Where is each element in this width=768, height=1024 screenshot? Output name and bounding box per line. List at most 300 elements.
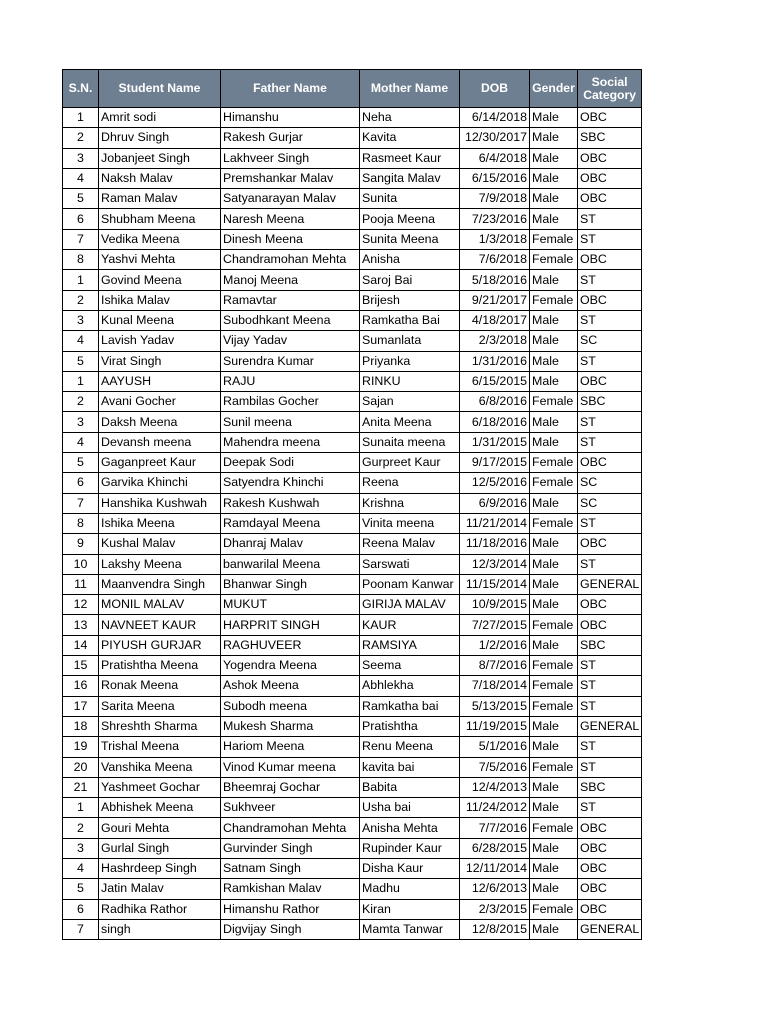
table-row: [63, 148, 642, 168]
table-header: [63, 70, 642, 108]
sn-cell: 2: [63, 818, 99, 838]
table-row: [63, 432, 642, 452]
social-category-cell: ST: [578, 229, 642, 249]
father-name-cell: Mahendra meena: [221, 432, 360, 452]
mother-name-cell: KAUR: [360, 615, 460, 635]
student-name-cell: Dhruv Singh: [99, 128, 221, 148]
mother-name-cell: Saroj Bai: [360, 270, 460, 290]
dob-cell: 7/6/2018: [460, 250, 530, 270]
sn-cell: 21: [63, 777, 99, 797]
student-name-cell: Trishal Meena: [99, 737, 221, 757]
table-row: [63, 250, 642, 270]
table-row: [63, 412, 642, 432]
sn-cell: 8: [63, 513, 99, 533]
mother-name-cell: Kavita: [360, 128, 460, 148]
header-student-name: Student Name: [99, 70, 221, 108]
mother-name-cell: Sunita Meena: [360, 229, 460, 249]
student-name-cell: Maanvendra Singh: [99, 574, 221, 594]
social-category-cell: OBC: [578, 108, 642, 128]
social-category-cell: ST: [578, 798, 642, 818]
social-category-cell: ST: [578, 757, 642, 777]
father-name-cell: Vinod Kumar meena: [221, 757, 360, 777]
dob-cell: 5/18/2016: [460, 270, 530, 290]
dob-cell: 6/15/2015: [460, 371, 530, 391]
social-category-cell: SC: [578, 331, 642, 351]
mother-name-cell: Reena Malav: [360, 534, 460, 554]
student-name-cell: Gouri Mehta: [99, 818, 221, 838]
social-category-cell: ST: [578, 432, 642, 452]
table-row: [63, 331, 642, 351]
student-name-cell: Hanshika Kushwah: [99, 493, 221, 513]
dob-cell: 10/9/2015: [460, 595, 530, 615]
student-name-cell: PIYUSH GURJAR: [99, 635, 221, 655]
father-name-cell: Gurvinder Singh: [221, 838, 360, 858]
social-category-cell: ST: [578, 351, 642, 371]
gender-cell: Female: [530, 696, 578, 716]
dob-cell: 12/11/2014: [460, 858, 530, 878]
gender-cell: Female: [530, 615, 578, 635]
dob-cell: 5/1/2016: [460, 737, 530, 757]
table-row: [63, 209, 642, 229]
sn-cell: 14: [63, 635, 99, 655]
table-row: [63, 858, 642, 878]
gender-cell: Male: [530, 371, 578, 391]
gender-cell: Male: [530, 493, 578, 513]
student-name-cell: Kushal Malav: [99, 534, 221, 554]
table-row: [63, 128, 642, 148]
table-row: [63, 534, 642, 554]
social-category-cell: OBC: [578, 371, 642, 391]
student-name-cell: Devansh meena: [99, 432, 221, 452]
mother-name-cell: Sunita: [360, 189, 460, 209]
father-name-cell: Chandramohan Mehta: [221, 250, 360, 270]
social-category-cell: OBC: [578, 838, 642, 858]
father-name-cell: Sunil meena: [221, 412, 360, 432]
student-name-cell: Sarita Meena: [99, 696, 221, 716]
gender-cell: Male: [530, 737, 578, 757]
dob-cell: 2/3/2018: [460, 331, 530, 351]
table-row: [63, 574, 642, 594]
mother-name-cell: Abhlekha: [360, 676, 460, 696]
student-name-cell: Yashvi Mehta: [99, 250, 221, 270]
sn-cell: 20: [63, 757, 99, 777]
sn-cell: 16: [63, 676, 99, 696]
gender-cell: Female: [530, 757, 578, 777]
father-name-cell: Lakhveer Singh: [221, 148, 360, 168]
table-row: [63, 635, 642, 655]
dob-cell: 1/3/2018: [460, 229, 530, 249]
dob-cell: 12/4/2013: [460, 777, 530, 797]
father-name-cell: Bhanwar Singh: [221, 574, 360, 594]
mother-name-cell: Disha Kaur: [360, 858, 460, 878]
gender-cell: Female: [530, 392, 578, 412]
social-category-cell: OBC: [578, 453, 642, 473]
social-category-cell: OBC: [578, 595, 642, 615]
father-name-cell: Bheemraj Gochar: [221, 777, 360, 797]
sn-cell: 19: [63, 737, 99, 757]
gender-cell: Male: [530, 432, 578, 452]
father-name-cell: Satyendra Khinchi: [221, 473, 360, 493]
father-name-cell: Ramavtar: [221, 290, 360, 310]
student-name-cell: Lakshy Meena: [99, 554, 221, 574]
dob-cell: 11/21/2014: [460, 513, 530, 533]
mother-name-cell: Ramkatha bai: [360, 696, 460, 716]
student-name-cell: Radhika Rathor: [99, 899, 221, 919]
mother-name-cell: kavita bai: [360, 757, 460, 777]
table-row: [63, 676, 642, 696]
student-name-cell: Yashmeet Gochar: [99, 777, 221, 797]
gender-cell: Male: [530, 635, 578, 655]
gender-cell: Male: [530, 412, 578, 432]
social-category-cell: SBC: [578, 777, 642, 797]
social-category-cell: ST: [578, 270, 642, 290]
table-row: [63, 229, 642, 249]
table-row: [63, 189, 642, 209]
sn-cell: 18: [63, 716, 99, 736]
social-category-cell: SBC: [578, 128, 642, 148]
social-category-cell: SC: [578, 473, 642, 493]
dob-cell: 11/24/2012: [460, 798, 530, 818]
sn-cell: 4: [63, 168, 99, 188]
gender-cell: Male: [530, 777, 578, 797]
gender-cell: Male: [530, 351, 578, 371]
table-row: [63, 493, 642, 513]
mother-name-cell: Rupinder Kaur: [360, 838, 460, 858]
mother-name-cell: Pooja Meena: [360, 209, 460, 229]
gender-cell: Male: [530, 108, 578, 128]
student-name-cell: Raman Malav: [99, 189, 221, 209]
header-sn: S.N.: [63, 70, 99, 108]
dob-cell: 8/7/2016: [460, 656, 530, 676]
dob-cell: 2/3/2015: [460, 899, 530, 919]
sn-cell: 2: [63, 290, 99, 310]
table-row: [63, 757, 642, 777]
social-category-cell: OBC: [578, 189, 642, 209]
father-name-cell: Satyanarayan Malav: [221, 189, 360, 209]
dob-cell: 5/13/2015: [460, 696, 530, 716]
student-name-cell: Pratishtha Meena: [99, 656, 221, 676]
mother-name-cell: Sarswati: [360, 554, 460, 574]
table-row: [63, 168, 642, 188]
sn-cell: 6: [63, 899, 99, 919]
table-row: [63, 371, 642, 391]
dob-cell: 6/18/2016: [460, 412, 530, 432]
social-category-cell: GENERAL: [578, 716, 642, 736]
sn-cell: 11: [63, 574, 99, 594]
dob-cell: 12/3/2014: [460, 554, 530, 574]
sn-cell: 5: [63, 879, 99, 899]
dob-cell: 9/21/2017: [460, 290, 530, 310]
table-row: [63, 270, 642, 290]
social-category-cell: ST: [578, 310, 642, 330]
mother-name-cell: Kiran: [360, 899, 460, 919]
table-row: [63, 351, 642, 371]
sn-cell: 7: [63, 493, 99, 513]
student-table: [62, 69, 642, 940]
gender-cell: Male: [530, 838, 578, 858]
gender-cell: Male: [530, 879, 578, 899]
dob-cell: 4/18/2017: [460, 310, 530, 330]
social-category-cell: OBC: [578, 858, 642, 878]
mother-name-cell: Babita: [360, 777, 460, 797]
dob-cell: 12/5/2016: [460, 473, 530, 493]
student-name-cell: Ishika Malav: [99, 290, 221, 310]
table-row: [63, 473, 642, 493]
sn-cell: 4: [63, 432, 99, 452]
gender-cell: Male: [530, 209, 578, 229]
father-name-cell: Himanshu Rathor: [221, 899, 360, 919]
social-category-cell: GENERAL: [578, 919, 642, 939]
header-gender: Gender: [530, 70, 578, 108]
father-name-cell: Sukhveer: [221, 798, 360, 818]
sn-cell: 4: [63, 331, 99, 351]
header-father-name: Father Name: [221, 70, 360, 108]
sn-cell: 3: [63, 310, 99, 330]
mother-name-cell: Sangita Malav: [360, 168, 460, 188]
table-row: [63, 554, 642, 574]
sn-cell: 5: [63, 189, 99, 209]
student-name-cell: Jatin Malav: [99, 879, 221, 899]
father-name-cell: Ashok Meena: [221, 676, 360, 696]
gender-cell: Male: [530, 798, 578, 818]
mother-name-cell: Seema: [360, 656, 460, 676]
father-name-cell: Yogendra Meena: [221, 656, 360, 676]
sn-cell: 15: [63, 656, 99, 676]
table-row: [63, 798, 642, 818]
student-name-cell: Lavish Yadav: [99, 331, 221, 351]
dob-cell: 1/31/2016: [460, 351, 530, 371]
dob-cell: 6/9/2016: [460, 493, 530, 513]
father-name-cell: Satnam Singh: [221, 858, 360, 878]
gender-cell: Female: [530, 818, 578, 838]
mother-name-cell: Usha bai: [360, 798, 460, 818]
father-name-cell: Rakesh Kushwah: [221, 493, 360, 513]
gender-cell: Female: [530, 899, 578, 919]
sn-cell: 4: [63, 858, 99, 878]
student-name-cell: Vedika Meena: [99, 229, 221, 249]
dob-cell: 11/15/2014: [460, 574, 530, 594]
father-name-cell: Chandramohan Mehta: [221, 818, 360, 838]
social-category-cell: OBC: [578, 615, 642, 635]
social-category-cell: OBC: [578, 899, 642, 919]
gender-cell: Male: [530, 595, 578, 615]
dob-cell: 7/23/2016: [460, 209, 530, 229]
dob-cell: 6/28/2015: [460, 838, 530, 858]
header-mother-name: Mother Name: [360, 70, 460, 108]
dob-cell: 7/27/2015: [460, 615, 530, 635]
father-name-cell: Ramdayal Meena: [221, 513, 360, 533]
student-name-cell: Shreshth Sharma: [99, 716, 221, 736]
dob-cell: 11/18/2016: [460, 534, 530, 554]
dob-cell: 6/14/2018: [460, 108, 530, 128]
gender-cell: Male: [530, 310, 578, 330]
dob-cell: 7/5/2016: [460, 757, 530, 777]
mother-name-cell: Brijesh: [360, 290, 460, 310]
student-name-cell: Naksh Malav: [99, 168, 221, 188]
table-row: [63, 818, 642, 838]
gender-cell: Male: [530, 919, 578, 939]
dob-cell: 12/30/2017: [460, 128, 530, 148]
gender-cell: Female: [530, 453, 578, 473]
social-category-cell: OBC: [578, 290, 642, 310]
father-name-cell: Hariom Meena: [221, 737, 360, 757]
student-name-cell: Virat Singh: [99, 351, 221, 371]
sn-cell: 3: [63, 148, 99, 168]
father-name-cell: Naresh Meena: [221, 209, 360, 229]
student-name-cell: AAYUSH: [99, 371, 221, 391]
social-category-cell: OBC: [578, 534, 642, 554]
social-category-cell: OBC: [578, 250, 642, 270]
father-name-cell: Surendra Kumar: [221, 351, 360, 371]
student-name-cell: Gaganpreet Kaur: [99, 453, 221, 473]
gender-cell: Male: [530, 128, 578, 148]
father-name-cell: Vijay Yadav: [221, 331, 360, 351]
social-category-cell: ST: [578, 513, 642, 533]
table-row: [63, 615, 642, 635]
header-social-category: Social Category: [578, 70, 642, 108]
dob-cell: 6/4/2018: [460, 148, 530, 168]
father-name-cell: Rakesh Gurjar: [221, 128, 360, 148]
table-row: [63, 656, 642, 676]
gender-cell: Female: [530, 473, 578, 493]
social-category-cell: ST: [578, 696, 642, 716]
social-category-cell: SC: [578, 493, 642, 513]
student-name-cell: MONIL MALAV: [99, 595, 221, 615]
gender-cell: Male: [530, 148, 578, 168]
gender-cell: Female: [530, 513, 578, 533]
father-name-cell: Subodhkant Meena: [221, 310, 360, 330]
sn-cell: 2: [63, 392, 99, 412]
student-name-cell: Abhishek Meena: [99, 798, 221, 818]
mother-name-cell: Sajan: [360, 392, 460, 412]
sn-cell: 7: [63, 229, 99, 249]
table-row: [63, 453, 642, 473]
table-row: [63, 838, 642, 858]
table-row: [63, 696, 642, 716]
gender-cell: Male: [530, 574, 578, 594]
table-row: [63, 513, 642, 533]
sn-cell: 1: [63, 108, 99, 128]
gender-cell: Female: [530, 290, 578, 310]
mother-name-cell: Krishna: [360, 493, 460, 513]
gender-cell: Male: [530, 189, 578, 209]
social-category-cell: ST: [578, 209, 642, 229]
table-row: [63, 899, 642, 919]
social-category-cell: ST: [578, 656, 642, 676]
father-name-cell: Digvijay Singh: [221, 919, 360, 939]
gender-cell: Male: [530, 168, 578, 188]
mother-name-cell: Pratishtha: [360, 716, 460, 736]
sn-cell: 5: [63, 453, 99, 473]
sn-cell: 1: [63, 798, 99, 818]
dob-cell: 9/17/2015: [460, 453, 530, 473]
student-name-cell: Vanshika Meena: [99, 757, 221, 777]
dob-cell: 6/15/2016: [460, 168, 530, 188]
gender-cell: Female: [530, 656, 578, 676]
mother-name-cell: GIRIJA MALAV: [360, 595, 460, 615]
father-name-cell: HARPRIT SINGH: [221, 615, 360, 635]
sn-cell: 10: [63, 554, 99, 574]
table-row: [63, 290, 642, 310]
table-row: [63, 108, 642, 128]
mother-name-cell: Anisha: [360, 250, 460, 270]
mother-name-cell: Priyanka: [360, 351, 460, 371]
sn-cell: 6: [63, 473, 99, 493]
mother-name-cell: Rasmeet Kaur: [360, 148, 460, 168]
student-name-cell: Ronak Meena: [99, 676, 221, 696]
mother-name-cell: Sumanlata: [360, 331, 460, 351]
sn-cell: 3: [63, 838, 99, 858]
father-name-cell: Premshankar Malav: [221, 168, 360, 188]
table-row: [63, 919, 642, 939]
student-name-cell: Garvika Khinchi: [99, 473, 221, 493]
social-category-cell: ST: [578, 412, 642, 432]
social-category-cell: OBC: [578, 818, 642, 838]
father-name-cell: Dinesh Meena: [221, 229, 360, 249]
gender-cell: Male: [530, 331, 578, 351]
mother-name-cell: Anisha Mehta: [360, 818, 460, 838]
table-row: [63, 777, 642, 797]
social-category-cell: GENERAL: [578, 574, 642, 594]
mother-name-cell: RINKU: [360, 371, 460, 391]
sn-cell: 3: [63, 412, 99, 432]
student-name-cell: NAVNEET KAUR: [99, 615, 221, 635]
social-category-cell: SBC: [578, 392, 642, 412]
table-row: [63, 879, 642, 899]
sn-cell: 12: [63, 595, 99, 615]
father-name-cell: Rambilas Gocher: [221, 392, 360, 412]
gender-cell: Male: [530, 534, 578, 554]
student-name-cell: singh: [99, 919, 221, 939]
social-category-cell: SBC: [578, 635, 642, 655]
table-row: [63, 595, 642, 615]
sn-cell: 8: [63, 250, 99, 270]
father-name-cell: Subodh meena: [221, 696, 360, 716]
student-name-cell: Ishika Meena: [99, 513, 221, 533]
mother-name-cell: Sunaita meena: [360, 432, 460, 452]
dob-cell: 12/8/2015: [460, 919, 530, 939]
sn-cell: 1: [63, 270, 99, 290]
social-category-cell: OBC: [578, 879, 642, 899]
mother-name-cell: Mamta Tanwar: [360, 919, 460, 939]
dob-cell: 7/7/2016: [460, 818, 530, 838]
header-row: [63, 70, 642, 108]
header-dob: DOB: [460, 70, 530, 108]
dob-cell: 1/31/2015: [460, 432, 530, 452]
father-name-cell: MUKUT: [221, 595, 360, 615]
mother-name-cell: Renu Meena: [360, 737, 460, 757]
gender-cell: Male: [530, 554, 578, 574]
father-name-cell: RAJU: [221, 371, 360, 391]
student-name-cell: Avani Gocher: [99, 392, 221, 412]
sn-cell: 9: [63, 534, 99, 554]
dob-cell: 12/6/2013: [460, 879, 530, 899]
student-name-cell: Shubham Meena: [99, 209, 221, 229]
sn-cell: 1: [63, 371, 99, 391]
mother-name-cell: Anita Meena: [360, 412, 460, 432]
social-category-cell: OBC: [578, 168, 642, 188]
mother-name-cell: Reena: [360, 473, 460, 493]
student-name-cell: Hashrdeep Singh: [99, 858, 221, 878]
mother-name-cell: Ramkatha Bai: [360, 310, 460, 330]
father-name-cell: RAGHUVEER: [221, 635, 360, 655]
father-name-cell: Manoj Meena: [221, 270, 360, 290]
sn-cell: 13: [63, 615, 99, 635]
mother-name-cell: Vinita meena: [360, 513, 460, 533]
dob-cell: 7/9/2018: [460, 189, 530, 209]
sn-cell: 6: [63, 209, 99, 229]
student-name-cell: Jobanjeet Singh: [99, 148, 221, 168]
